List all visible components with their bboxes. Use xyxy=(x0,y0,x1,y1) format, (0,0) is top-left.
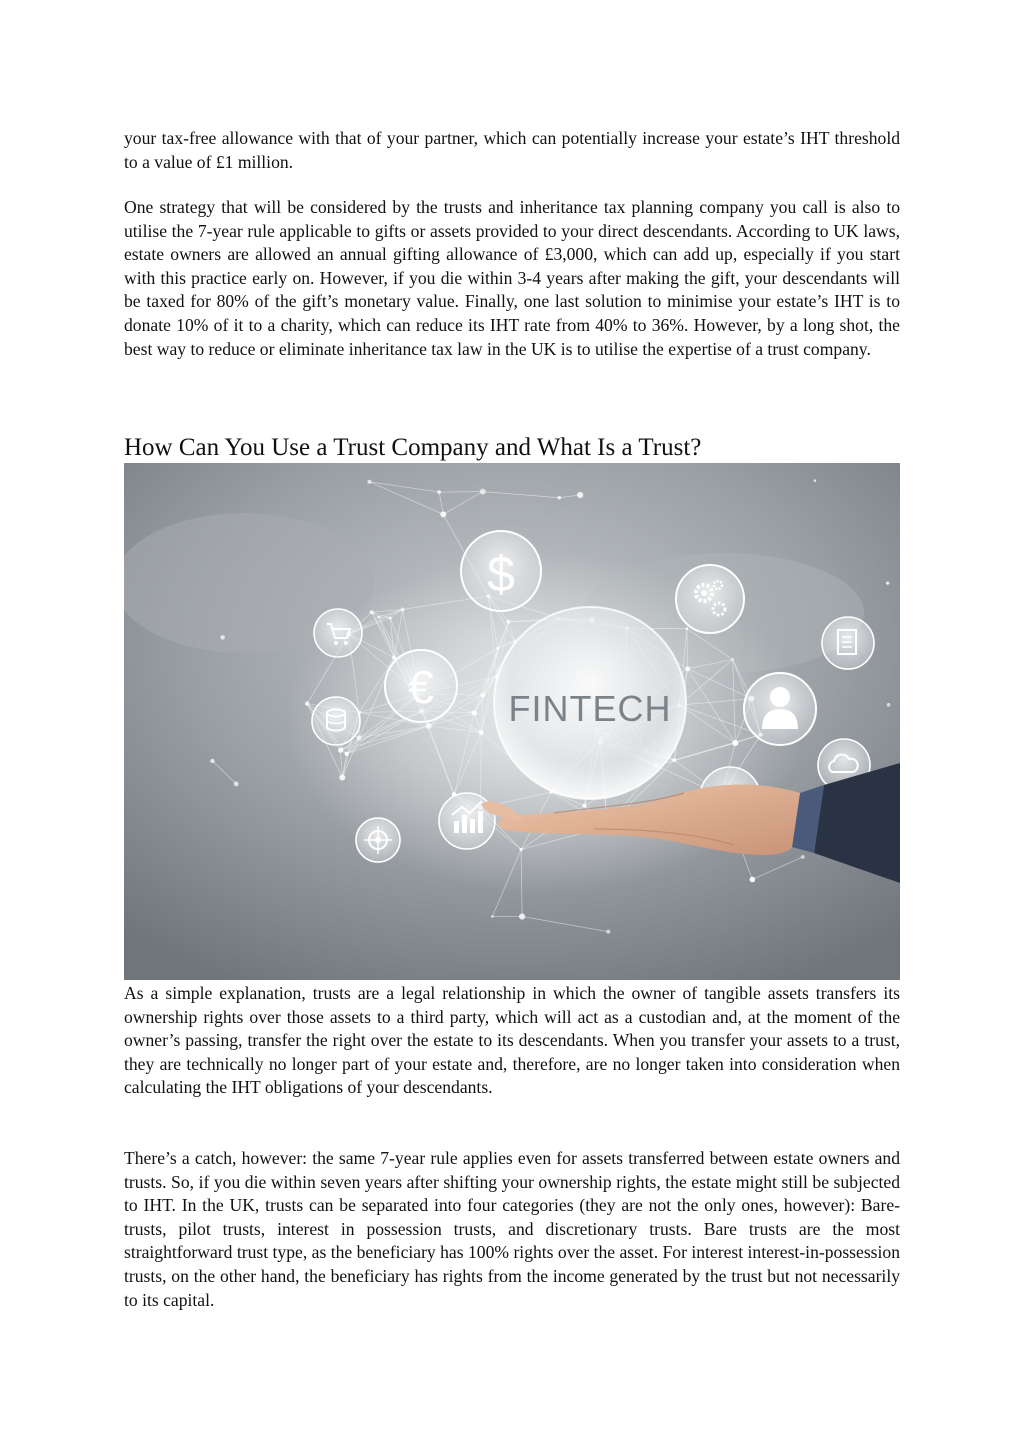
growth-chart-icon xyxy=(439,793,495,849)
target-icon xyxy=(356,818,400,862)
coins-icon xyxy=(312,697,360,745)
paragraph-gifting-strategy: One strategy that will be considered by the trusts and inheritance tax planning company you call is also to utilise the 7-year rule applicable to gifts or assets provided to your direct descendants. According to UK laws, estate owners are allowed an annual gifting allowance of £3,000, which can add up, especially if you start with this practice early on. However, if you die within 3-4 years after making the gift, your descendants will be taxed for 80% of the gift’s monetary value. Finally, one last solution to minimise your estate’s IHT is to donate 10% of it to a charity, which can reduce its IHT rate from 40% to 36%. However, by a long shot, the best way to reduce or eliminate inheritance tax law in the UK is to utilise the expertise of a trust company. xyxy=(124,197,900,359)
cart-icon xyxy=(314,609,362,657)
section-heading: How Can You Use a Trust Company and What Is a Trust? xyxy=(124,434,702,461)
document-icon xyxy=(822,617,874,669)
fintech-label: FINTECH xyxy=(508,688,672,729)
user-icon xyxy=(744,673,816,745)
dollar-icon xyxy=(461,531,541,611)
paragraph-trust-categories: There’s a catch, however: the same 7-year rule applies even for assets transferred between estate owners and trusts. So, if you die within seven years after shifting your ownership rights, the estate might still be subjected to IHT. In the UK, trusts can be separated into four categories (they are not the only ones, however): Bare-trusts, pilot trusts, interest in possession trusts, and discretionary trusts. Bare trusts are the most straightforward trust type, as the beneficiary has 100% rights over the asset. For interest interest-in-possession trusts, on the other hand, the beneficiary has rights from the income generated by the trust but not necessarily to its capital. xyxy=(124,1148,900,1310)
euro-icon xyxy=(385,650,457,722)
euro-glyph: € xyxy=(408,661,434,713)
fintech-orb xyxy=(494,607,686,799)
paragraph-iht-threshold: your tax-free allowance with that of your partner, which can potentially increase your estate’s IHT threshold to a value of £1 million. xyxy=(124,128,900,172)
gears-icon xyxy=(676,565,744,633)
dollar-glyph: $ xyxy=(487,546,515,602)
paragraph-trust-explanation: As a simple explanation, trusts are a legal relationship in which the owner of tangible assets transfers its ownership rights over those assets to a third party, which will act as a custodian and, at the moment of the owner’s passing, transfer the right over the estate to its descendants. When you transfer your assets to a trust, they are technically no longer part of your estate and, therefore, are no longer taken into consideration when calculating the IHT obligations of your descendants. xyxy=(124,983,900,1098)
fintech-illustration xyxy=(124,463,900,980)
